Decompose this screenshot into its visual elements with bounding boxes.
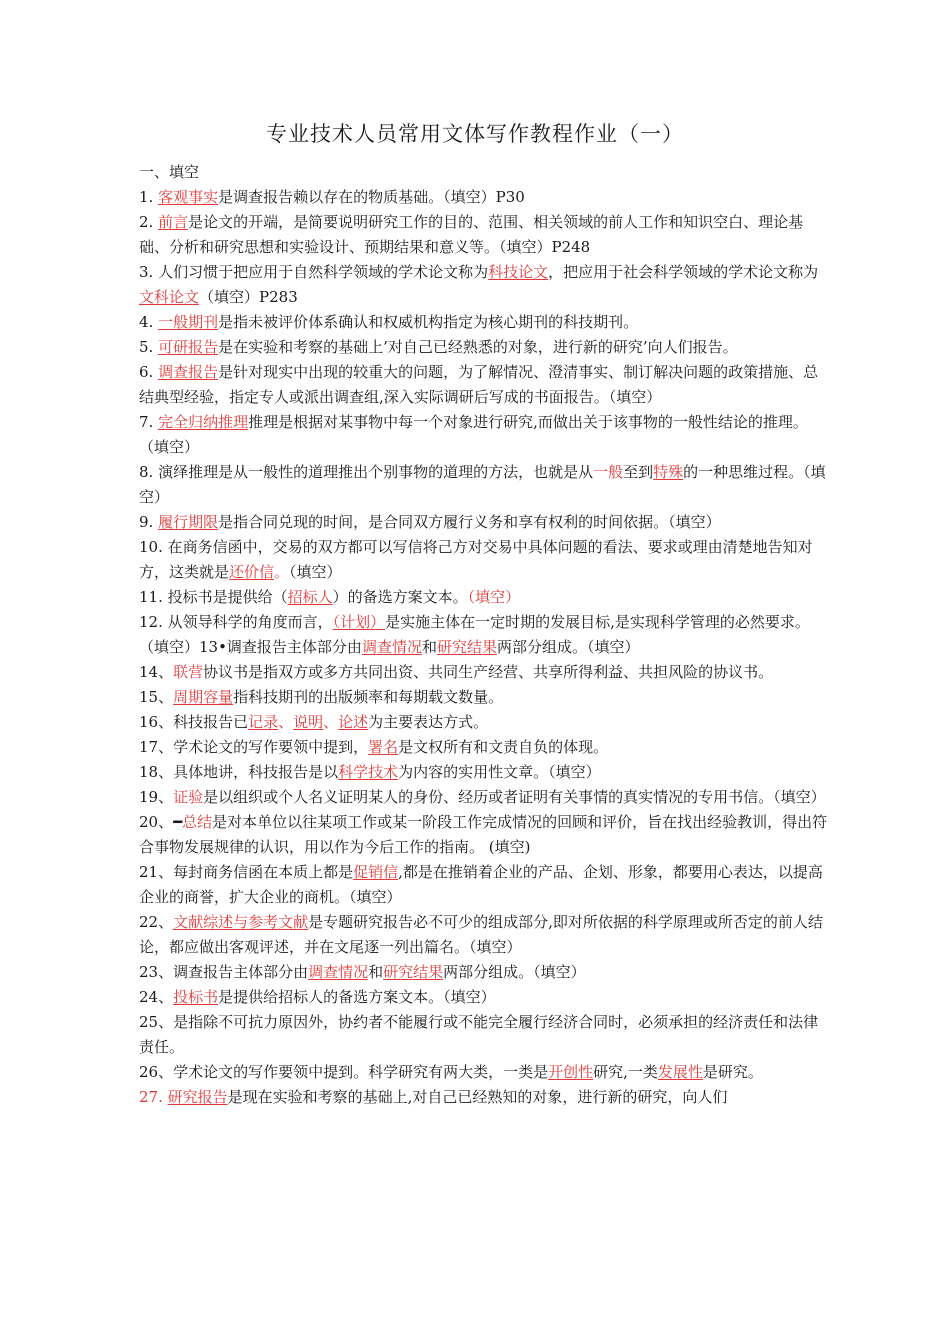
answer: 记录: [248, 713, 279, 731]
answer: 招标人: [287, 588, 333, 606]
list-item: 25、是指除不可抗力原因外，协约者不能履行或不能完全履行经济合同时，必须承担的经济责任和法律责任。: [139, 1013, 819, 1056]
list-item: 18、具体地讲，科技报告是以科学技术为内容的实用性文章。（填空）: [139, 763, 601, 781]
list-item: 17、学术论文的写作要领中提到，署名是文权所有和文责自负的体现。: [139, 738, 609, 756]
list-item: 15、周期容量指科技期刊的出版频率和每期载文数量。: [139, 688, 504, 706]
list-item: 2. 前言是论文的开端，是简要说明研究工作的目的、范围、相关领域的前人工作和知识空白、理论基础、分析和研究思想和实验设计、预期结果和意义等。（填空）P248: [139, 213, 804, 256]
answer: 证验: [173, 788, 204, 806]
answer: 调查情况: [361, 638, 422, 656]
answer: 可研报告: [158, 338, 219, 356]
answer: 特殊: [653, 463, 684, 481]
list-item: 12. 从领导科学的角度而言，（计划）是实施主体在一定时期的发展目标,是实现科学管理的必然要求。（填空）13•调查报告主体部分由调查情况和研究结果两部分组成。（填空）: [139, 613, 810, 656]
answer: 研究报告: [167, 1088, 228, 1106]
list-item: 8. 演绎推理是从一般性的道理推出个别事物的道理的方法，也就是从一般至到特殊的一种思维过程。（填空）: [139, 463, 826, 506]
list-item: 21、每封商务信函在本质上都是促销信,都是在推销着企业的产品、企划、形象，都要用心表达，以提高企业的商誉，扩大企业的商机。（填空）: [139, 863, 823, 906]
list-item: 4. 一般期刊是指未被评价体系确认和权威机构指定为核心期刊的科技期刊。: [139, 313, 639, 331]
answer: 论述: [338, 713, 369, 731]
answer: 前言: [158, 213, 189, 231]
answer: 开创性: [548, 1063, 594, 1081]
answer: 文科论文: [139, 288, 200, 306]
answer: 调查报告: [158, 363, 219, 381]
answer: 文献综述与参考文献: [173, 913, 309, 931]
list-item: 22、文献综述与参考文献是专题研究报告必不可少的组成部分,即对所依据的科学原理或所否定的前人结论，都应做出客观评述，并在文尾逐一列出篇名。（填空）: [139, 913, 823, 956]
list-item: 16、科技报告已记录、说明、论述为主要表达方式。: [139, 713, 489, 731]
answer: 履行期限: [158, 513, 219, 531]
list-item: 11. 投标书是提供给（招标人）的备选方案文本。（填空）: [139, 588, 521, 606]
answer: 科技论文: [488, 263, 549, 281]
answer: 署名: [368, 738, 399, 756]
list-item: 1. 客观事实是调查报告赖以存在的物质基础。（填空）P30: [139, 188, 525, 206]
list-item: 23、调查报告主体部分由调查情况和研究结果两部分组成。（填空）: [139, 963, 586, 981]
list-item: 14、联营协议书是指双方或多方共同出资、共同生产经营、共享所得利益、共担风险的协议书。: [139, 663, 774, 681]
list-item: 19、证验是以组织或个人名义证明某人的身份、经历或者证明有关事情的真实情况的专用书信。（填空）: [139, 788, 826, 806]
answer: 促销信: [353, 863, 399, 881]
answer: 还价信: [229, 563, 275, 581]
answer: 调查情况: [308, 963, 369, 981]
page-title: 专业技术人员常用文体写作教程作业（一）: [266, 122, 684, 146]
answer: 说明: [293, 713, 324, 731]
document-body: [139, 160, 829, 1110]
answer: 科学技术: [338, 763, 399, 781]
list-item: 24、投标书是提供给招标人的备选方案文本。（填空）: [139, 988, 496, 1006]
answer: 研究结果: [436, 638, 497, 656]
list-item: 5. 可研报告是在实验和考察的基础上’对自己已经熟悉的对象，进行新的研究’向人们报告。: [139, 338, 738, 356]
answer: 客观事实: [158, 188, 219, 206]
answer: 一般期刊: [158, 313, 219, 331]
answer: （计划）: [332, 613, 386, 631]
section-heading: 一、填空: [139, 163, 200, 181]
list-item: 3. 人们习惯于把应用于自然科学领域的学术论文称为科技论文，把应用于社会科学领域的学术论文称为文科论文（填空）P283: [139, 263, 819, 306]
list-item: 7. 完全归纳推理推理是根据对某事物中每一个对象进行研究,而做出关于该事物的一般性结论的推理。（填空）: [139, 413, 808, 456]
list-item: 10. 在商务信函中，交易的双方都可以写信将己方对交易中具体问题的看法、要求或理由清楚地告知对方，这类就是还价信。（填空）: [139, 538, 813, 581]
answer: 研究结果: [383, 963, 444, 981]
list-item: 20、━总结是对本单位以往某项工作或某一阶段工作完成情况的回顾和评价，旨在找出经验教训，得出符合事物发展规律的认识，用以作为今后工作的指南。 (填空): [139, 813, 828, 856]
list-item: 9. 履行期限是指合同兑现的时间，是合同双方履行义务和享有权利的时间依据。（填空）: [139, 513, 721, 531]
answer: 周期容量: [173, 688, 234, 706]
list-item: 26、学术论文的写作要领中提到。科学研究有两大类，一类是开创性研究,一类发展性是研究。: [139, 1063, 763, 1081]
list-item: 6. 调查报告是针对现实中出现的较重大的问题，为了解情况、澄清事实、制订解决问题的政策措施、总结典型经验，指定专人或派出调查组,深入实际调研后写成的书面报告。（填空）: [139, 363, 819, 406]
answer: 总结: [182, 813, 213, 831]
list-item: 27. 研究报告是现在实验和考察的基础上,对自己已经熟知的对象，进行新的研究，向人们: [139, 1088, 728, 1106]
answer: 联营: [173, 663, 204, 681]
answer: 完全归纳推理: [158, 413, 249, 431]
answer: 一般: [593, 463, 624, 481]
answer: 投标书: [173, 988, 219, 1006]
answer: 发展性: [657, 1063, 703, 1081]
